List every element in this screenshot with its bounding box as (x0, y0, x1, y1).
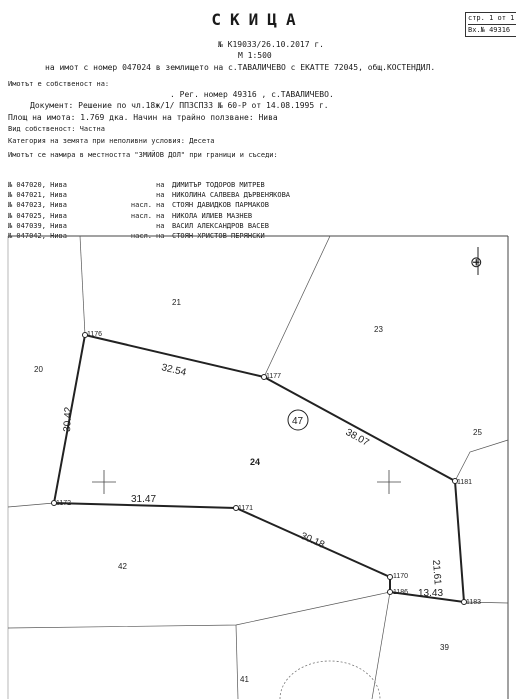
boundary-line (455, 440, 508, 481)
neighbor-plot: № 047039, Нива (8, 221, 68, 230)
neighbor-parcel-number: 42 (118, 562, 127, 571)
parcel-boundary (54, 335, 464, 602)
neighbor-plot: № 047023, Нива (8, 201, 68, 210)
neighbor-prep: на (156, 181, 165, 189)
boundary-line (264, 236, 330, 377)
vertex-label: 1176 (87, 331, 103, 338)
incoming-number: Вх.№ 49316 (468, 26, 511, 34)
vertex-label: 1172 (56, 500, 72, 507)
neighbor-name: ВАСИЛ АЛЕКСАНДРОВ ВАСЕВ (172, 221, 269, 230)
stamp-arc (280, 661, 380, 699)
vertex-point (388, 575, 393, 580)
parcel-number: 47 (292, 416, 304, 427)
neighbor-plot: № 047020, Нива (8, 181, 68, 189)
neighbor-role: насл. (130, 232, 152, 241)
neighbor-name: ДИМИТЪР ТОДОРОВ МИТРЕВ (172, 181, 265, 189)
neighbor-boundaries (8, 236, 508, 699)
vertex-markers (52, 333, 467, 605)
neighbor-plot: № 047042, Нива (8, 232, 68, 241)
neighbor-parcel-numbers (34, 298, 482, 684)
neighbor-role: насл. (130, 201, 152, 210)
vertex-label: 1171 (238, 505, 254, 512)
side-length: 30.18 (298, 530, 327, 551)
side-length: 31.47 (131, 494, 157, 505)
document-line: Документ: Решение по чл.18ж/1/ ППЗСПЗЗ № 60-Р от 14.08.1995 г. (30, 101, 329, 110)
neighbor-parcel-number: 23 (374, 325, 383, 334)
boundary-line (236, 625, 238, 699)
scale-label: М 1:500 (238, 51, 272, 60)
neighbor-prep: на (156, 191, 165, 200)
grid-crosshairs (92, 470, 401, 494)
sketch-title: СКИЦА (211, 10, 305, 29)
boundary-line (8, 503, 54, 507)
side-length: 30.42 (62, 406, 75, 433)
parcel-label: 24 (250, 457, 261, 467)
page-number: стр. 1 от 1 (468, 13, 516, 25)
neighbor-name: НИКОЛА ИЛИЕВ МАЗНЕВ (172, 211, 253, 220)
neighbor-name: СТОЯН ХРИСТОВ ПЕРЯНСКИ (172, 232, 265, 241)
north-arrow-icon (470, 247, 483, 275)
vertex-label: 1181 (457, 479, 473, 486)
neighbor-parcel-number: 25 (473, 428, 482, 437)
locality-line: Имотът се намира в местността "ЗМИЙОВ ДОЛ" при граници и съседи: (8, 151, 278, 159)
neighbor-plot: № 047021, Нива (8, 191, 68, 200)
neighbor-parcel-number: 39 (440, 643, 449, 652)
vertex-label: 1183 (466, 599, 482, 606)
area-line: Площ на имота: 1.769 дка. Начин на трайно ползване: Нива (8, 113, 278, 122)
north-symbol: ⊕ (470, 254, 483, 271)
neighbor-name: СТОЯН ДАВИДКОВ ПАРМАКОВ (172, 201, 269, 210)
side-length: 38.07 (343, 427, 371, 449)
neighbor-parcel-number: 21 (172, 298, 181, 307)
ownership-line: Вид собственост: Частна (8, 125, 105, 133)
neighbor-prep: на (156, 221, 165, 230)
category-line: Категория на земята при неполивни условия: Десета (8, 137, 215, 145)
property-line: на имот с номер 047024 в землището на с.ТАВАЛИЧЕВО с ЕКАТТЕ 72045, общ.КОСТЕНДИЛ. (45, 63, 436, 72)
neighbor-parcel-number: 20 (34, 365, 43, 374)
neighbor-prep: на (156, 211, 165, 220)
doc-number: № К19033/26.10.2017 г. (218, 40, 324, 49)
vertex-label: 1177 (266, 373, 282, 380)
boundary-line (8, 592, 390, 628)
neighbor-plot: № 047025, Нива (8, 211, 68, 220)
neighbor-name: НИКОЛИНА САЛВЕВА ДЪРВЕНЯКОВА (172, 191, 291, 200)
side-length: 32.54 (160, 362, 188, 379)
vertex-point (388, 590, 393, 595)
side-length: 13.43 (418, 588, 444, 599)
neighbor-role: насл. (130, 211, 152, 220)
owner-label: Имотът е собственост на: (8, 80, 110, 88)
vertex-label: 1170 (393, 573, 409, 580)
vertex-label: 1186 (393, 589, 409, 596)
neighbor-prep: на (156, 232, 165, 241)
boundary-line (80, 236, 85, 335)
side-length: 21.61 (430, 559, 443, 586)
reg-number-line: . Рег. номер 49316 , с.ТАВАЛИЧЕВО. (170, 90, 334, 99)
boundary-line (372, 592, 390, 699)
neighbor-prep: на (156, 201, 165, 210)
neighbor-parcel-number: 41 (240, 675, 249, 684)
